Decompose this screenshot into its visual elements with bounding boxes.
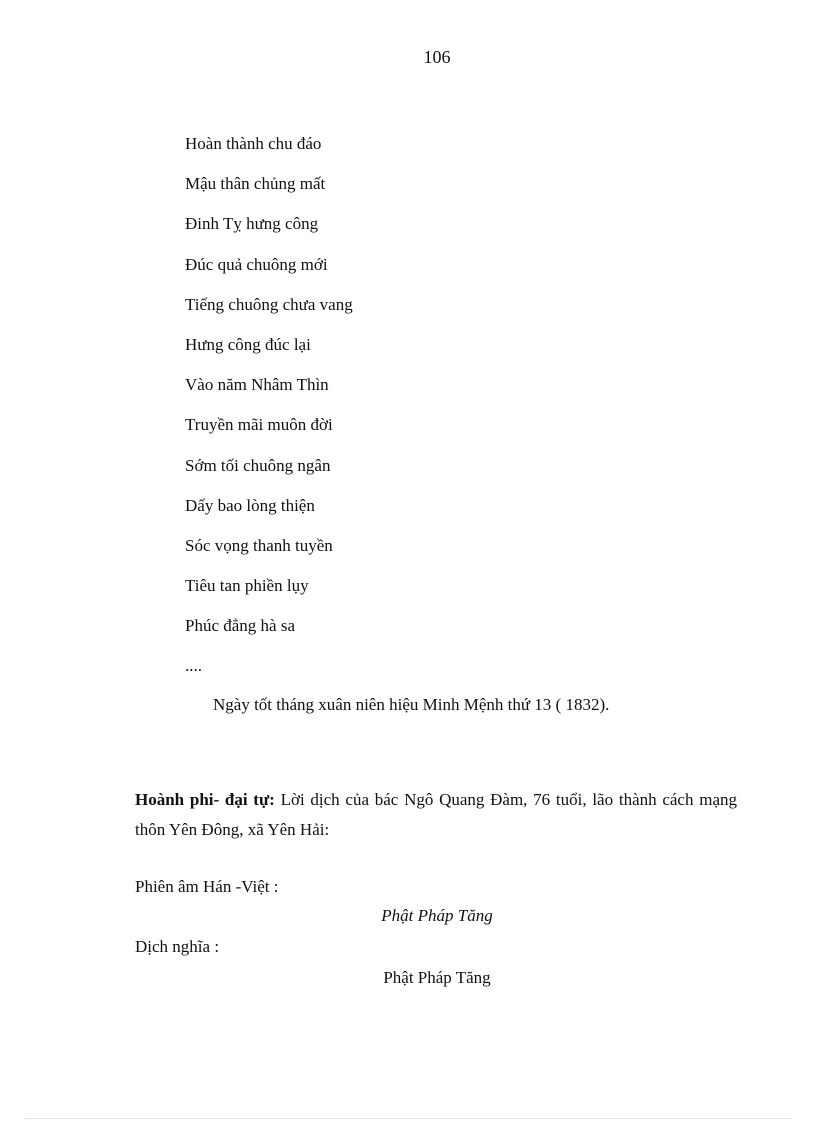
verse-line: Đinh Tỵ hưng công <box>185 214 319 234</box>
page-number: 106 <box>423 47 451 67</box>
translation-label: Dịch nghĩa : <box>135 937 220 956</box>
horizontal-panel-label: Hoành phi- đại tự: <box>135 790 275 809</box>
verse-ellipsis: .... <box>185 656 202 676</box>
footer-divider <box>25 1118 791 1119</box>
verse-line: Truyền mãi muôn đời <box>185 415 333 435</box>
verse-line: Sớm tối chuông ngân <box>185 455 331 475</box>
verse-line: Đúc quả chuông mới <box>185 254 328 274</box>
verse-line: Phúc đẳng hà sa <box>185 616 296 636</box>
verse-line: Tiêu tan phiền lụy <box>185 576 309 596</box>
transliteration-label: Phiên âm Hán -Việt : <box>135 877 279 896</box>
verse-line: Hưng công đúc lại <box>185 334 311 354</box>
horizontal-panel-paragraph <box>135 785 737 845</box>
translation-value: Phật Pháp Tăng <box>383 968 491 987</box>
verse-line: Hoàn thành chu đáo <box>185 134 322 153</box>
verse-block <box>185 131 353 694</box>
date-line: Ngày tốt tháng xuân niên hiệu Minh Mệnh thứ 13 ( 1832). <box>213 695 610 714</box>
transliteration-value: Phật Pháp Tăng <box>381 906 493 925</box>
verse-line: Tiếng chuông chưa vang <box>185 294 353 314</box>
verse-line: Sóc vọng thanh tuyền <box>185 535 333 555</box>
verse-line: Dấy bao lòng thiện <box>185 495 315 515</box>
verse-line: Mậu thân chủng mất <box>185 174 326 194</box>
horizontal-panel-text: Lời dịch của bác Ngô Quang Đàm, 76 tuổi, lão thành cách mạng thôn Yên Đông, xã Yên Hải: <box>135 790 737 839</box>
verse-line: Vào năm Nhâm Thìn <box>185 375 329 395</box>
